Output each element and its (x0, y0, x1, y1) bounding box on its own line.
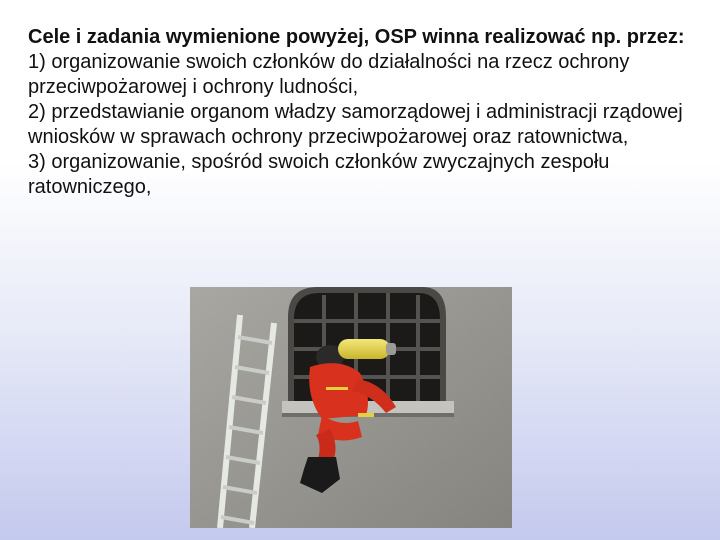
slide-heading: Cele i zadania wymienione powyżej, OSP winna realizować np. przez: (28, 26, 685, 48)
list-item-1: 1) organizowanie swoich członków do działalności na rzecz ochrony przeciwpożarowej i ochrony ludności, (28, 51, 630, 98)
slide-text (28, 25, 708, 200)
firefighter-photo-illustration (190, 287, 512, 528)
list-item-2: 2) przedstawianie organom władzy samorządowej i administracji rządowej wniosków w sprawach ochrony przeciwpożarowej oraz ratownictwa, (28, 101, 683, 148)
list-item-3: 3) organizowanie, spośród swoich członków zwyczajnych zespołu ratowniczego, (28, 151, 610, 198)
air-cylinder (338, 339, 390, 359)
firefighter-photo (190, 287, 512, 528)
